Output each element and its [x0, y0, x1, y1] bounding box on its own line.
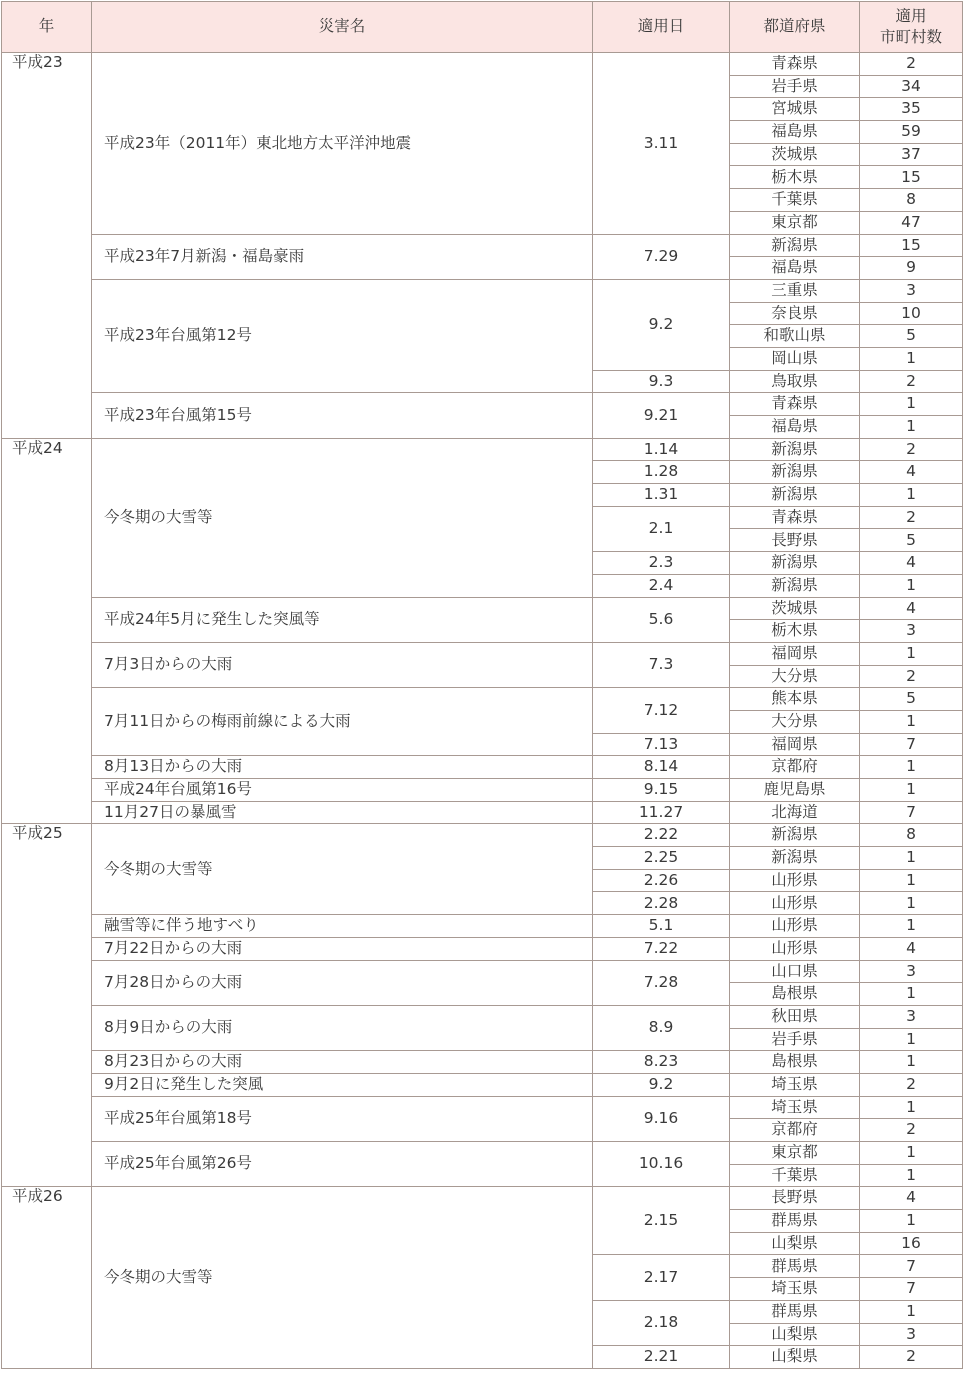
prefecture-cell: 青森県: [730, 506, 860, 529]
date-cell: 2.4: [593, 574, 730, 597]
prefecture-cell: 鳥取県: [730, 370, 860, 393]
prefecture-cell: 群馬県: [730, 1210, 860, 1233]
count-cell: 1: [860, 1051, 963, 1074]
date-cell: 2.1: [593, 506, 730, 551]
disaster-name-cell: 9月2日に発生した突風: [92, 1073, 593, 1096]
disaster-name-cell: 7月28日からの大雨: [92, 960, 593, 1005]
count-cell: 4: [860, 597, 963, 620]
prefecture-cell: 秋田県: [730, 1005, 860, 1028]
prefecture-cell: 東京都: [730, 1142, 860, 1165]
table-row: [2, 824, 963, 847]
prefecture-cell: 山梨県: [730, 1323, 860, 1346]
count-cell: 7: [860, 801, 963, 824]
prefecture-cell: 岡山県: [730, 347, 860, 370]
prefecture-cell: 鹿児島県: [730, 779, 860, 802]
disaster-name-cell: 平成23年（2011年）東北地方太平洋沖地震: [92, 53, 593, 235]
count-cell: 10: [860, 302, 963, 325]
count-cell: 1: [860, 983, 963, 1006]
header-disaster-name: 災害名: [92, 2, 593, 53]
header-count-line2: 市町村数: [879, 28, 942, 46]
table-row: [2, 1096, 963, 1119]
header-date: 適用日: [593, 2, 730, 53]
prefecture-cell: 長野県: [730, 529, 860, 552]
prefecture-cell: 福島県: [730, 257, 860, 280]
count-cell: 35: [860, 98, 963, 121]
prefecture-cell: 北海道: [730, 801, 860, 824]
prefecture-cell: 島根県: [730, 983, 860, 1006]
count-cell: 2: [860, 53, 963, 76]
prefecture-cell: 熊本県: [730, 688, 860, 711]
count-cell: 1: [860, 1142, 963, 1165]
date-cell: 10.16: [593, 1142, 730, 1187]
prefecture-cell: 福島県: [730, 121, 860, 144]
count-cell: 9: [860, 257, 963, 280]
prefecture-cell: 奈良県: [730, 302, 860, 325]
date-cell: 9.16: [593, 1096, 730, 1141]
count-cell: 1: [860, 847, 963, 870]
prefecture-cell: 群馬県: [730, 1255, 860, 1278]
disaster-name-cell: 7月22日からの大雨: [92, 937, 593, 960]
count-cell: 2: [860, 438, 963, 461]
count-cell: 5: [860, 688, 963, 711]
year-cell: 平成26: [2, 1187, 92, 1369]
prefecture-cell: 宮城県: [730, 98, 860, 121]
count-cell: 4: [860, 461, 963, 484]
table-row: [2, 937, 963, 960]
date-cell: 9.21: [593, 393, 730, 438]
date-cell: 8.14: [593, 756, 730, 779]
table-row: [2, 438, 963, 461]
count-cell: 3: [860, 620, 963, 643]
count-cell: 15: [860, 166, 963, 189]
count-cell: 34: [860, 75, 963, 98]
count-cell: 1: [860, 892, 963, 915]
date-cell: 2.17: [593, 1255, 730, 1300]
count-cell: 5: [860, 325, 963, 348]
count-cell: 4: [860, 552, 963, 575]
date-cell: 8.23: [593, 1051, 730, 1074]
prefecture-cell: 埼玉県: [730, 1278, 860, 1301]
prefecture-cell: 福岡県: [730, 642, 860, 665]
count-cell: 1: [860, 393, 963, 416]
disaster-name-cell: 11月27日の暴風雪: [92, 801, 593, 824]
count-cell: 1: [860, 869, 963, 892]
count-cell: 1: [860, 1096, 963, 1119]
count-cell: 1: [860, 756, 963, 779]
date-cell: 9.2: [593, 279, 730, 370]
disaster-name-cell: 平成23年台風第15号: [92, 393, 593, 438]
date-cell: 7.13: [593, 733, 730, 756]
header-prefecture: 都道府県: [730, 2, 860, 53]
count-cell: 7: [860, 733, 963, 756]
count-cell: 1: [860, 915, 963, 938]
prefecture-cell: 茨城県: [730, 597, 860, 620]
prefecture-cell: 新潟県: [730, 552, 860, 575]
date-cell: 2.3: [593, 552, 730, 575]
disaster-name-cell: 平成24年5月に発生した突風等: [92, 597, 593, 642]
count-cell: 1: [860, 347, 963, 370]
prefecture-cell: 山形県: [730, 869, 860, 892]
count-cell: 1: [860, 779, 963, 802]
count-cell: 4: [860, 937, 963, 960]
prefecture-cell: 長野県: [730, 1187, 860, 1210]
disaster-name-cell: 平成23年台風第12号: [92, 279, 593, 392]
prefecture-cell: 山形県: [730, 915, 860, 938]
disaster-name-cell: 8月23日からの大雨: [92, 1051, 593, 1074]
prefecture-cell: 山口県: [730, 960, 860, 983]
header-count-line1: 適用: [895, 7, 927, 26]
prefecture-cell: 山梨県: [730, 1232, 860, 1255]
date-cell: 3.11: [593, 53, 730, 235]
table-row: [2, 642, 963, 665]
prefecture-cell: 三重県: [730, 279, 860, 302]
table-row: [2, 597, 963, 620]
table-row: [2, 688, 963, 711]
year-cell: 平成23: [2, 53, 92, 439]
prefecture-cell: 群馬県: [730, 1300, 860, 1323]
prefecture-cell: 埼玉県: [730, 1096, 860, 1119]
prefecture-cell: 東京都: [730, 211, 860, 234]
date-cell: 1.31: [593, 484, 730, 507]
count-cell: 3: [860, 279, 963, 302]
prefecture-cell: 新潟県: [730, 461, 860, 484]
prefecture-cell: 岩手県: [730, 1028, 860, 1051]
prefecture-cell: 栃木県: [730, 166, 860, 189]
count-cell: 3: [860, 1323, 963, 1346]
date-cell: 2.21: [593, 1346, 730, 1369]
prefecture-cell: 新潟県: [730, 234, 860, 257]
disaster-name-cell: 平成25年台風第18号: [92, 1096, 593, 1141]
disaster-name-cell: 融雪等に伴う地すべり: [92, 915, 593, 938]
prefecture-cell: 新潟県: [730, 847, 860, 870]
prefecture-cell: 山形県: [730, 892, 860, 915]
table-row: [2, 801, 963, 824]
table-row: [2, 779, 963, 802]
prefecture-cell: 栃木県: [730, 620, 860, 643]
table-row: [2, 1073, 963, 1096]
disaster-name-cell: 8月9日からの大雨: [92, 1005, 593, 1050]
table-row: [2, 279, 963, 302]
date-cell: 2.25: [593, 847, 730, 870]
prefecture-cell: 青森県: [730, 53, 860, 76]
count-cell: 2: [860, 506, 963, 529]
date-cell: 2.26: [593, 869, 730, 892]
disaster-name-cell: 今冬期の大雪等: [92, 824, 593, 915]
prefecture-cell: 京都府: [730, 756, 860, 779]
prefecture-cell: 島根県: [730, 1051, 860, 1074]
table-row: [2, 1005, 963, 1028]
table-row: [2, 756, 963, 779]
prefecture-cell: 福島県: [730, 416, 860, 439]
date-cell: 7.29: [593, 234, 730, 279]
prefecture-cell: 茨城県: [730, 143, 860, 166]
disaster-name-cell: 今冬期の大雪等: [92, 438, 593, 597]
prefecture-cell: 大分県: [730, 710, 860, 733]
disaster-name-cell: 7月3日からの大雨: [92, 642, 593, 687]
disaster-name-cell: 今冬期の大雪等: [92, 1187, 593, 1369]
date-cell: 11.27: [593, 801, 730, 824]
prefecture-cell: 新潟県: [730, 824, 860, 847]
table-row: [2, 234, 963, 257]
date-cell: 2.18: [593, 1300, 730, 1345]
disaster-name-cell: 平成24年台風第16号: [92, 779, 593, 802]
year-cell: 平成25: [2, 824, 92, 1187]
count-cell: 16: [860, 1232, 963, 1255]
date-cell: 7.12: [593, 688, 730, 733]
count-cell: 3: [860, 960, 963, 983]
count-cell: 2: [860, 1073, 963, 1096]
prefecture-cell: 千葉県: [730, 189, 860, 212]
count-cell: 7: [860, 1255, 963, 1278]
count-cell: 15: [860, 234, 963, 257]
prefecture-cell: 山形県: [730, 937, 860, 960]
date-cell: 5.1: [593, 915, 730, 938]
count-cell: 1: [860, 1164, 963, 1187]
disaster-name-cell: 平成23年7月新潟・福島豪雨: [92, 234, 593, 279]
count-cell: 2: [860, 665, 963, 688]
table-row: [2, 53, 963, 76]
prefecture-cell: 京都府: [730, 1119, 860, 1142]
prefecture-cell: 新潟県: [730, 484, 860, 507]
table-row: [2, 960, 963, 983]
date-cell: 9.2: [593, 1073, 730, 1096]
count-cell: 1: [860, 642, 963, 665]
date-cell: 7.28: [593, 960, 730, 1005]
count-cell: 2: [860, 1119, 963, 1142]
prefecture-cell: 大分県: [730, 665, 860, 688]
count-cell: 1: [860, 574, 963, 597]
count-cell: 1: [860, 1300, 963, 1323]
header-municipality-count: [860, 2, 963, 53]
count-cell: 1: [860, 1210, 963, 1233]
date-cell: 8.9: [593, 1005, 730, 1050]
date-cell: 2.15: [593, 1187, 730, 1255]
count-cell: 59: [860, 121, 963, 144]
table-row: [2, 1142, 963, 1165]
count-cell: 8: [860, 189, 963, 212]
date-cell: 5.6: [593, 597, 730, 642]
table-row: [2, 915, 963, 938]
disaster-relief-table: [1, 1, 963, 1369]
count-cell: 37: [860, 143, 963, 166]
count-cell: 2: [860, 370, 963, 393]
count-cell: 1: [860, 1028, 963, 1051]
count-cell: 1: [860, 710, 963, 733]
table-row: [2, 393, 963, 416]
date-cell: 9.3: [593, 370, 730, 393]
date-cell: 2.22: [593, 824, 730, 847]
count-cell: 4: [860, 1187, 963, 1210]
prefecture-cell: 千葉県: [730, 1164, 860, 1187]
prefecture-cell: 岩手県: [730, 75, 860, 98]
count-cell: 1: [860, 484, 963, 507]
date-cell: 9.15: [593, 779, 730, 802]
date-cell: 1.28: [593, 461, 730, 484]
date-cell: 7.3: [593, 642, 730, 687]
table-row: [2, 1187, 963, 1210]
header-year: 年: [2, 2, 92, 53]
prefecture-cell: 山梨県: [730, 1346, 860, 1369]
prefecture-cell: 新潟県: [730, 574, 860, 597]
prefecture-cell: 福岡県: [730, 733, 860, 756]
prefecture-cell: 青森県: [730, 393, 860, 416]
disaster-name-cell: 7月11日からの梅雨前線による大雨: [92, 688, 593, 756]
count-cell: 7: [860, 1278, 963, 1301]
prefecture-cell: 和歌山県: [730, 325, 860, 348]
disaster-name-cell: 8月13日からの大雨: [92, 756, 593, 779]
count-cell: 3: [860, 1005, 963, 1028]
year-cell: 平成24: [2, 438, 92, 824]
prefecture-cell: 埼玉県: [730, 1073, 860, 1096]
count-cell: 2: [860, 1346, 963, 1369]
table-header: [2, 2, 963, 53]
date-cell: 2.28: [593, 892, 730, 915]
table-row: [2, 1051, 963, 1074]
count-cell: 1: [860, 416, 963, 439]
disaster-name-cell: 平成25年台風第26号: [92, 1142, 593, 1187]
count-cell: 8: [860, 824, 963, 847]
date-cell: 7.22: [593, 937, 730, 960]
count-cell: 5: [860, 529, 963, 552]
prefecture-cell: 新潟県: [730, 438, 860, 461]
date-cell: 1.14: [593, 438, 730, 461]
count-cell: 47: [860, 211, 963, 234]
